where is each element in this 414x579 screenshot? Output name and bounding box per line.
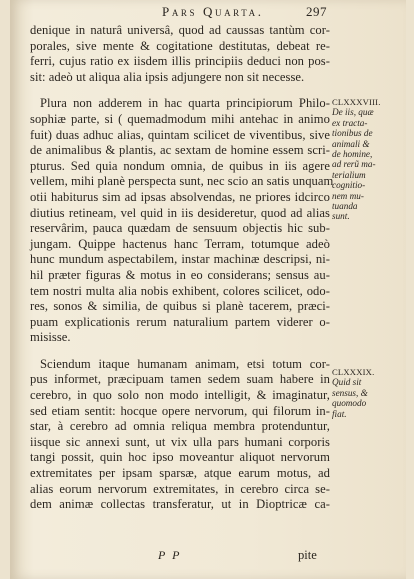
page-footer bbox=[10, 548, 406, 564]
margin-note-line: sensus, & bbox=[332, 387, 368, 398]
text-line: vellem, mihi planè perspecta sunt, nec scio an satis unquam bbox=[30, 174, 334, 189]
catchword: pite bbox=[298, 548, 317, 562]
margin-note-line: de homine, bbox=[332, 149, 373, 160]
text-line: res, sonos & similia, de quibus si planè tacerem, præci- bbox=[30, 299, 330, 314]
text-line: alias eorum nervorum extremitates, in cerebro circa se- bbox=[30, 481, 330, 496]
text-line: extremitates per ipsam sparsæ, atque earum motus, ad bbox=[30, 466, 330, 481]
paragraph-1 bbox=[30, 23, 330, 85]
paragraph-spacer bbox=[30, 346, 330, 357]
margin-note-line: ad rerũ ma- bbox=[332, 159, 376, 170]
margin-note-188 bbox=[332, 97, 408, 222]
margin-note-line: Quid sit bbox=[332, 377, 362, 388]
margin-note-line: ex tracta- bbox=[332, 117, 368, 128]
running-title: Pars Quarta. bbox=[162, 4, 264, 19]
text-line: tangi possit, quin hoc ipso moveantur aliquot nervorum bbox=[30, 450, 330, 465]
text-line: sed etiam sentit: hocque opere nervorum, qui filorum in- bbox=[30, 403, 330, 418]
text-line: jungam. Quippe hactenus hanc Terram, totumque adeò bbox=[30, 236, 330, 251]
margin-note-number: CLXXXVIII. bbox=[332, 97, 381, 107]
text-line: hunc mundum aspectabilem, instar machinæ descripsi, ni- bbox=[30, 252, 330, 267]
text-line: diutius retineam, vel quid in iis desideretur, quod ad alias bbox=[30, 205, 330, 220]
margin-note-line: sunt. bbox=[332, 211, 350, 222]
text-line: sit: adeò ut aliqua alia ipsis adjungere non sit necesse. bbox=[30, 69, 305, 84]
margin-note-line: De iis, quæ bbox=[332, 107, 374, 118]
text-line: star, à cerebro ad omnia reliqua membra protenduntur, bbox=[30, 419, 330, 434]
margin-note-line: quomodo bbox=[332, 398, 367, 409]
text-line: tem nostri multa alia nobis exhibent, colores scilicet, odo- bbox=[30, 283, 330, 298]
text-line: dem animæ collectas transferatur, ut in Dioptricæ ca- bbox=[30, 497, 330, 512]
paragraph-spacer bbox=[30, 85, 330, 96]
margin-note-number: CLXXXIX. bbox=[332, 367, 375, 377]
text-line: porales, sive mente & cogitatione destitutas, debeat re- bbox=[30, 38, 330, 53]
page-number: 297 bbox=[306, 4, 327, 19]
text-line: cerebro, in quo solo non modo intelligit, & imaginatur, bbox=[30, 388, 330, 403]
margin-note-line: animali & bbox=[332, 138, 370, 149]
margin-note-line: terialium bbox=[332, 169, 366, 180]
text-line: iisque sic annexi sunt, ut vix ulla pars humani corporis bbox=[30, 434, 330, 449]
text-line: ferri, cujus ratio ex iisdem illis principiis deduci non pos- bbox=[30, 54, 330, 69]
text-line: Plura non adderem in hac quarta principiorum Philo- bbox=[40, 96, 330, 111]
text-line: pus informet, præcipuam tamen sedem suam habere in bbox=[30, 372, 330, 387]
margin-note-line: nem mu- bbox=[332, 190, 364, 201]
margin-note-line: cognitio- bbox=[332, 180, 366, 191]
text-line: denique in naturâ universâ, quod ad caussas tantùm cor- bbox=[30, 23, 330, 37]
page-header bbox=[10, 4, 406, 22]
text-line: misisse. bbox=[30, 330, 71, 345]
margin-note-line: tuanda bbox=[332, 201, 358, 212]
text-line: otii habiturus sim ad ipsas absolvendas, ne priores idcirco bbox=[30, 189, 330, 204]
text-line: Sciendum itaque humanam animam, etsi totum cor- bbox=[40, 356, 330, 371]
main-text-column bbox=[30, 23, 334, 513]
text-line: puam explicationis rerum naturalium partem viderer o- bbox=[30, 314, 330, 329]
book-page bbox=[10, 0, 406, 579]
signature-mark: P P bbox=[158, 548, 182, 562]
text-line: hil præter figuras & motus in eo considerans; sensus au- bbox=[30, 267, 330, 282]
text-line: pturus. Sed quia nondum omnia, de quibus in iis agere bbox=[30, 158, 330, 173]
margin-note-line: fiat. bbox=[332, 408, 347, 419]
margin-note-line: tionibus de bbox=[332, 128, 373, 139]
text-line: de animalibus & plantis, ac sextam de homine essem scri- bbox=[30, 143, 330, 158]
text-line: sophiæ parte, si ( quemadmodum mihi antehac in animo bbox=[30, 111, 330, 126]
text-line: fuit) duas adhuc alias, quintam scilicet de viventibus, sive bbox=[30, 127, 330, 142]
paragraph-2 bbox=[30, 96, 334, 346]
text-line: reservârim, pauca quædam de sensuum objectis hic sub- bbox=[30, 221, 330, 236]
margin-note-189 bbox=[332, 367, 408, 419]
paragraph-3 bbox=[30, 357, 330, 513]
